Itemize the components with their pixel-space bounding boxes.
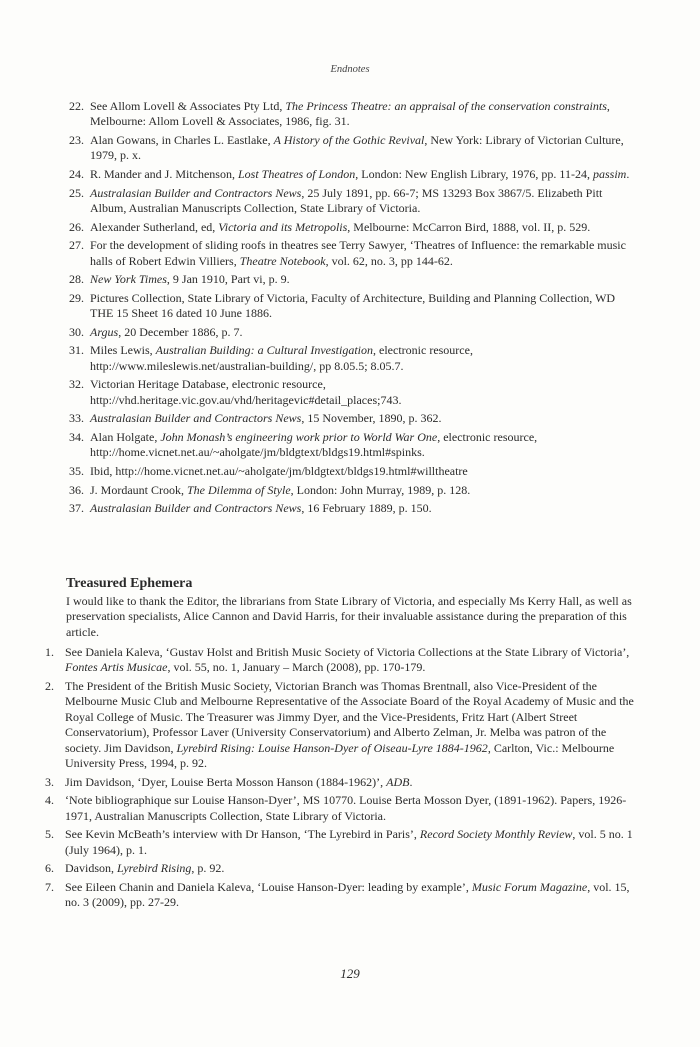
endnote-text <box>90 238 640 269</box>
endnote-text-run: J. Mordaunt Crook, <box>90 482 187 497</box>
endnote-number: 29. <box>69 290 84 305</box>
endnote-text-run: See Daniela Kaleva, ‘Gustav Holst and British Music Society of Victoria Collections at the State Library of Victoria’, <box>65 645 630 659</box>
endnote-number: 2. <box>45 679 54 693</box>
endnote-item <box>60 220 640 235</box>
endnote-number: 35. <box>69 463 84 478</box>
endnote-number: 24. <box>69 167 84 181</box>
endnote-number: 7. <box>45 879 54 894</box>
endnotes-list <box>60 99 640 520</box>
endnote-number: 33. <box>69 411 84 426</box>
endnote-text-run: , 16 February 1889, p. 150. <box>301 501 432 516</box>
endnote-text-run: Victorian Heritage Database, electronic resource, http://vhd.heritage.vic.gov.au/vhd/heritagevic#detail_places;743. <box>90 377 402 407</box>
endnote-text <box>90 343 640 374</box>
endnote-text-run: . <box>409 774 413 789</box>
endnote-number: 36. <box>69 482 84 497</box>
endnote-title-italic: Argus <box>90 324 119 339</box>
endnote-number: 27. <box>69 238 84 253</box>
endnote-item <box>45 793 640 824</box>
endnote-text <box>65 827 640 858</box>
endnote-text-run: For the development of sliding roofs in theatres see Terry Sawyer, ‘Theatres of Influence: the remarkable music halls of Robert Edwin Villiers, <box>90 238 626 268</box>
section-heading: Treasured Ephemera <box>66 576 193 591</box>
endnote-number: 3. <box>45 774 54 789</box>
endnote-text <box>90 483 640 498</box>
endnote-text-run: The President of the British Music Society, Victorian Branch was Thomas Brentnall, also Vice-President of the Melbourne Music Club and Melbourne Representative of the Associate Board of the Royal Academy of Music and the Royal College of Music. The Treasurer was Jimmy Dyer, and the Vice-Presidents, Fritz Hart (Albert Street Conservatorium), Professor Laver (University Conservatorium) and Alberto Zelman, Jr. Melba was patron of the society. Jim Davidson, <box>65 679 634 755</box>
endnote-title-italic: Australasian Builder and Contractors News <box>90 185 302 200</box>
endnote-text-run: See Allom Lovell & Associates Pty Ltd, <box>90 99 286 113</box>
endnote-number: 30. <box>69 324 84 339</box>
endnote-title-italic: A History of the Gothic Revival <box>273 133 425 147</box>
endnote-text <box>90 464 640 479</box>
endnote-item <box>60 411 640 426</box>
endnote-text-run: , vol. 55, no. 1, January – March (2008), pp. 170-179. <box>167 660 426 675</box>
endnote-item <box>45 827 640 858</box>
endnote-text-run: See Kevin McBeath’s interview with Dr Hanson, ‘The Lyrebird in Paris’, <box>65 827 420 842</box>
endnote-item <box>45 861 640 876</box>
endnote-number: 25. <box>69 185 84 200</box>
endnote-title-italic: Lyrebird Rising: Louise Hanson-Dyer of Oiseau-Lyre 1884-1962 <box>176 740 488 755</box>
endnote-text-run: Alexander Sutherland, ed, <box>90 219 219 234</box>
endnote-text-run: Davidson, <box>65 861 117 876</box>
endnote-text <box>65 775 640 790</box>
endnote-title-italic: passim <box>592 167 627 181</box>
endnote-text-run: , 25 July 1891, pp. 66-7; MS 13293 Box 3867/5. Elizabeth Pitt Album, Australian Manuscripts Collection, State Library of Victoria. <box>90 185 603 215</box>
endnote-text-run: , Melbourne: Allom Lovell & Associates, 1986, fig. 31. <box>90 99 610 129</box>
endnote-item <box>45 679 640 771</box>
endnote-title-italic: The Dilemma of Style <box>187 482 291 497</box>
section-endnotes-list <box>45 645 640 914</box>
endnote-text <box>65 645 640 676</box>
endnote-text <box>90 133 640 164</box>
endnote-text-run: Jim Davidson, ‘Dyer, Louise Berta Mosson Hanson (1884-1962)’, <box>65 774 387 789</box>
endnote-text-run: , London: John Murray, 1989, p. 128. <box>290 482 471 497</box>
endnote-text <box>90 411 640 426</box>
endnote-item <box>60 464 640 479</box>
endnote-text <box>90 167 640 182</box>
endnote-text <box>90 272 640 287</box>
endnote-number: 28. <box>69 272 84 287</box>
endnote-text <box>65 793 640 824</box>
endnote-item <box>60 325 640 340</box>
endnote-number: 6. <box>45 861 54 876</box>
endnote-text <box>90 291 640 322</box>
endnote-number: 34. <box>69 429 84 444</box>
acknowledgement-paragraph: I would like to thank the Editor, the librarians from State Library of Victoria, and especially Ms Kerry Hall, as well as preservation specialists, Alice Cannon and David Harris, for their invaluable assistance during the preparation of this article. <box>66 594 632 639</box>
endnote-title-italic: Australasian Builder and Contractors News <box>90 501 302 516</box>
endnote-text-run: See Eileen Chanin and Daniela Kaleva, ‘Louise Hanson-Dyer: leading by example’, <box>65 879 472 894</box>
endnote-number: 26. <box>69 219 84 234</box>
endnote-item <box>45 880 640 911</box>
endnote-text <box>90 377 640 408</box>
endnote-title-italic: Lyrebird Rising <box>117 861 192 876</box>
endnote-item <box>60 377 640 408</box>
endnote-number: 22. <box>69 99 84 113</box>
endnote-text-run: , London: New English Library, 1976, pp. 11-24, <box>355 167 593 181</box>
endnote-number: 32. <box>69 377 84 392</box>
page-number: 129 <box>340 966 360 981</box>
endnote-text-run: , electronic resource, http://www.mileslewis.net/australian-building/, pp 8.05.5; 8.05.7. <box>90 343 473 373</box>
endnote-item <box>60 343 640 374</box>
endnote-text-run: , vol. 62, no. 3, pp 144-62. <box>325 253 453 268</box>
endnote-title-italic: New York Times <box>90 272 167 287</box>
endnote-title-italic: Australian Building: a Cultural Investigation <box>155 343 374 358</box>
endnote-item <box>60 238 640 269</box>
endnote-text-run: . <box>626 167 630 181</box>
endnote-text-run: Miles Lewis, <box>90 343 156 358</box>
endnote-item <box>60 272 640 287</box>
endnote-text-run: , New York: Library of Victorian Culture, 1979, p. x. <box>90 133 624 163</box>
endnote-item <box>60 501 640 516</box>
endnote-text <box>90 220 640 235</box>
endnote-title-italic: Lost Theatres of London <box>237 167 356 181</box>
endnote-text-run: , electronic resource, http://home.vicnet.net.au/~aholgate/jm/bldgtext/bldgs19.html#spinks. <box>90 429 538 460</box>
endnote-text <box>90 325 640 340</box>
running-head: Endnotes <box>330 64 370 75</box>
endnote-text-run: , 9 Jan 1910, Part vi, p. 9. <box>166 272 290 287</box>
endnote-text-run: , vol. 15, no. 3 (2009), pp. 27-29. <box>65 879 630 910</box>
endnote-text-run: , p. 92. <box>191 861 225 876</box>
endnote-item <box>60 186 640 217</box>
endnote-number: 37. <box>69 501 84 516</box>
endnote-text-run: Pictures Collection, State Library of Victoria, Faculty of Architecture, Building and Planning Collection, WD THE 15 Sheet 16 dated 10 June 1886. <box>90 290 616 321</box>
endnote-number: 4. <box>45 793 54 808</box>
endnote-title-italic: Theatre Notebook <box>239 253 326 268</box>
endnote-item <box>60 99 640 130</box>
endnote-text-run: Alan Holgate, <box>90 429 161 444</box>
endnote-text-run: , 20 December 1886, p. 7. <box>118 324 243 339</box>
endnote-text-run: Alan Gowans, in Charles L. Eastlake, <box>90 133 274 147</box>
endnote-text <box>90 99 640 130</box>
endnote-item <box>60 167 640 182</box>
endnote-text <box>90 186 640 217</box>
endnote-item <box>60 430 640 461</box>
endnote-title-italic: Music Forum Magazine <box>471 879 588 894</box>
endnote-text <box>90 430 640 461</box>
endnote-item <box>60 483 640 498</box>
endnote-text <box>65 679 640 771</box>
endnote-text <box>65 861 640 876</box>
endnote-text-run: , vol. 5 no. 1 (July 1964), p. 1. <box>65 827 633 857</box>
endnote-item <box>45 645 640 676</box>
endnote-title-italic: Fontes Artis Musicae <box>65 660 168 675</box>
endnote-item <box>60 133 640 164</box>
endnote-number: 31. <box>69 343 84 358</box>
endnote-text <box>65 880 640 911</box>
endnote-item <box>60 291 640 322</box>
endnote-title-italic: The Princess Theatre: an appraisal of the conservation constraints <box>285 99 607 113</box>
endnote-text <box>90 501 640 516</box>
endnote-title-italic: Australasian Builder and Contractors News <box>90 411 302 426</box>
endnote-title-italic: John Monash’s engineering work prior to World War One <box>160 429 438 444</box>
endnote-text-run: , 15 November, 1890, p. 362. <box>301 411 442 426</box>
endnote-title-italic: Victoria and its Metropolis <box>218 219 348 234</box>
endnote-text-run: R. Mander and J. Mitchenson, <box>90 167 238 181</box>
endnote-number: 23. <box>69 133 84 147</box>
endnote-number: 5. <box>45 827 54 842</box>
endnote-title-italic: Record Society Monthly Review <box>419 827 573 842</box>
endnote-text-run: , Carlton, Vic.: Melbourne University Press, 1994, p. 92. <box>65 740 615 771</box>
endnote-text-run: ‘Note bibliographique sur Louise Hanson-Dyer’, MS 10770. Louise Berta Mosson Dyer, (1891-1962). Papers, 1926-1971, Australian Manuscripts Collection, State Library of Victoria. <box>65 793 627 823</box>
endnote-text-run: Ibid, http://home.vicnet.net.au/~aholgate/jm/bldgtext/bldgs19.html#willtheatre <box>90 463 468 478</box>
endnote-text-run: , Melbourne: McCarron Bird, 1888, vol. II, p. 529. <box>347 219 591 234</box>
endnote-number: 1. <box>45 645 54 659</box>
endnote-title-italic: ADB <box>386 774 410 789</box>
endnote-item <box>45 775 640 790</box>
